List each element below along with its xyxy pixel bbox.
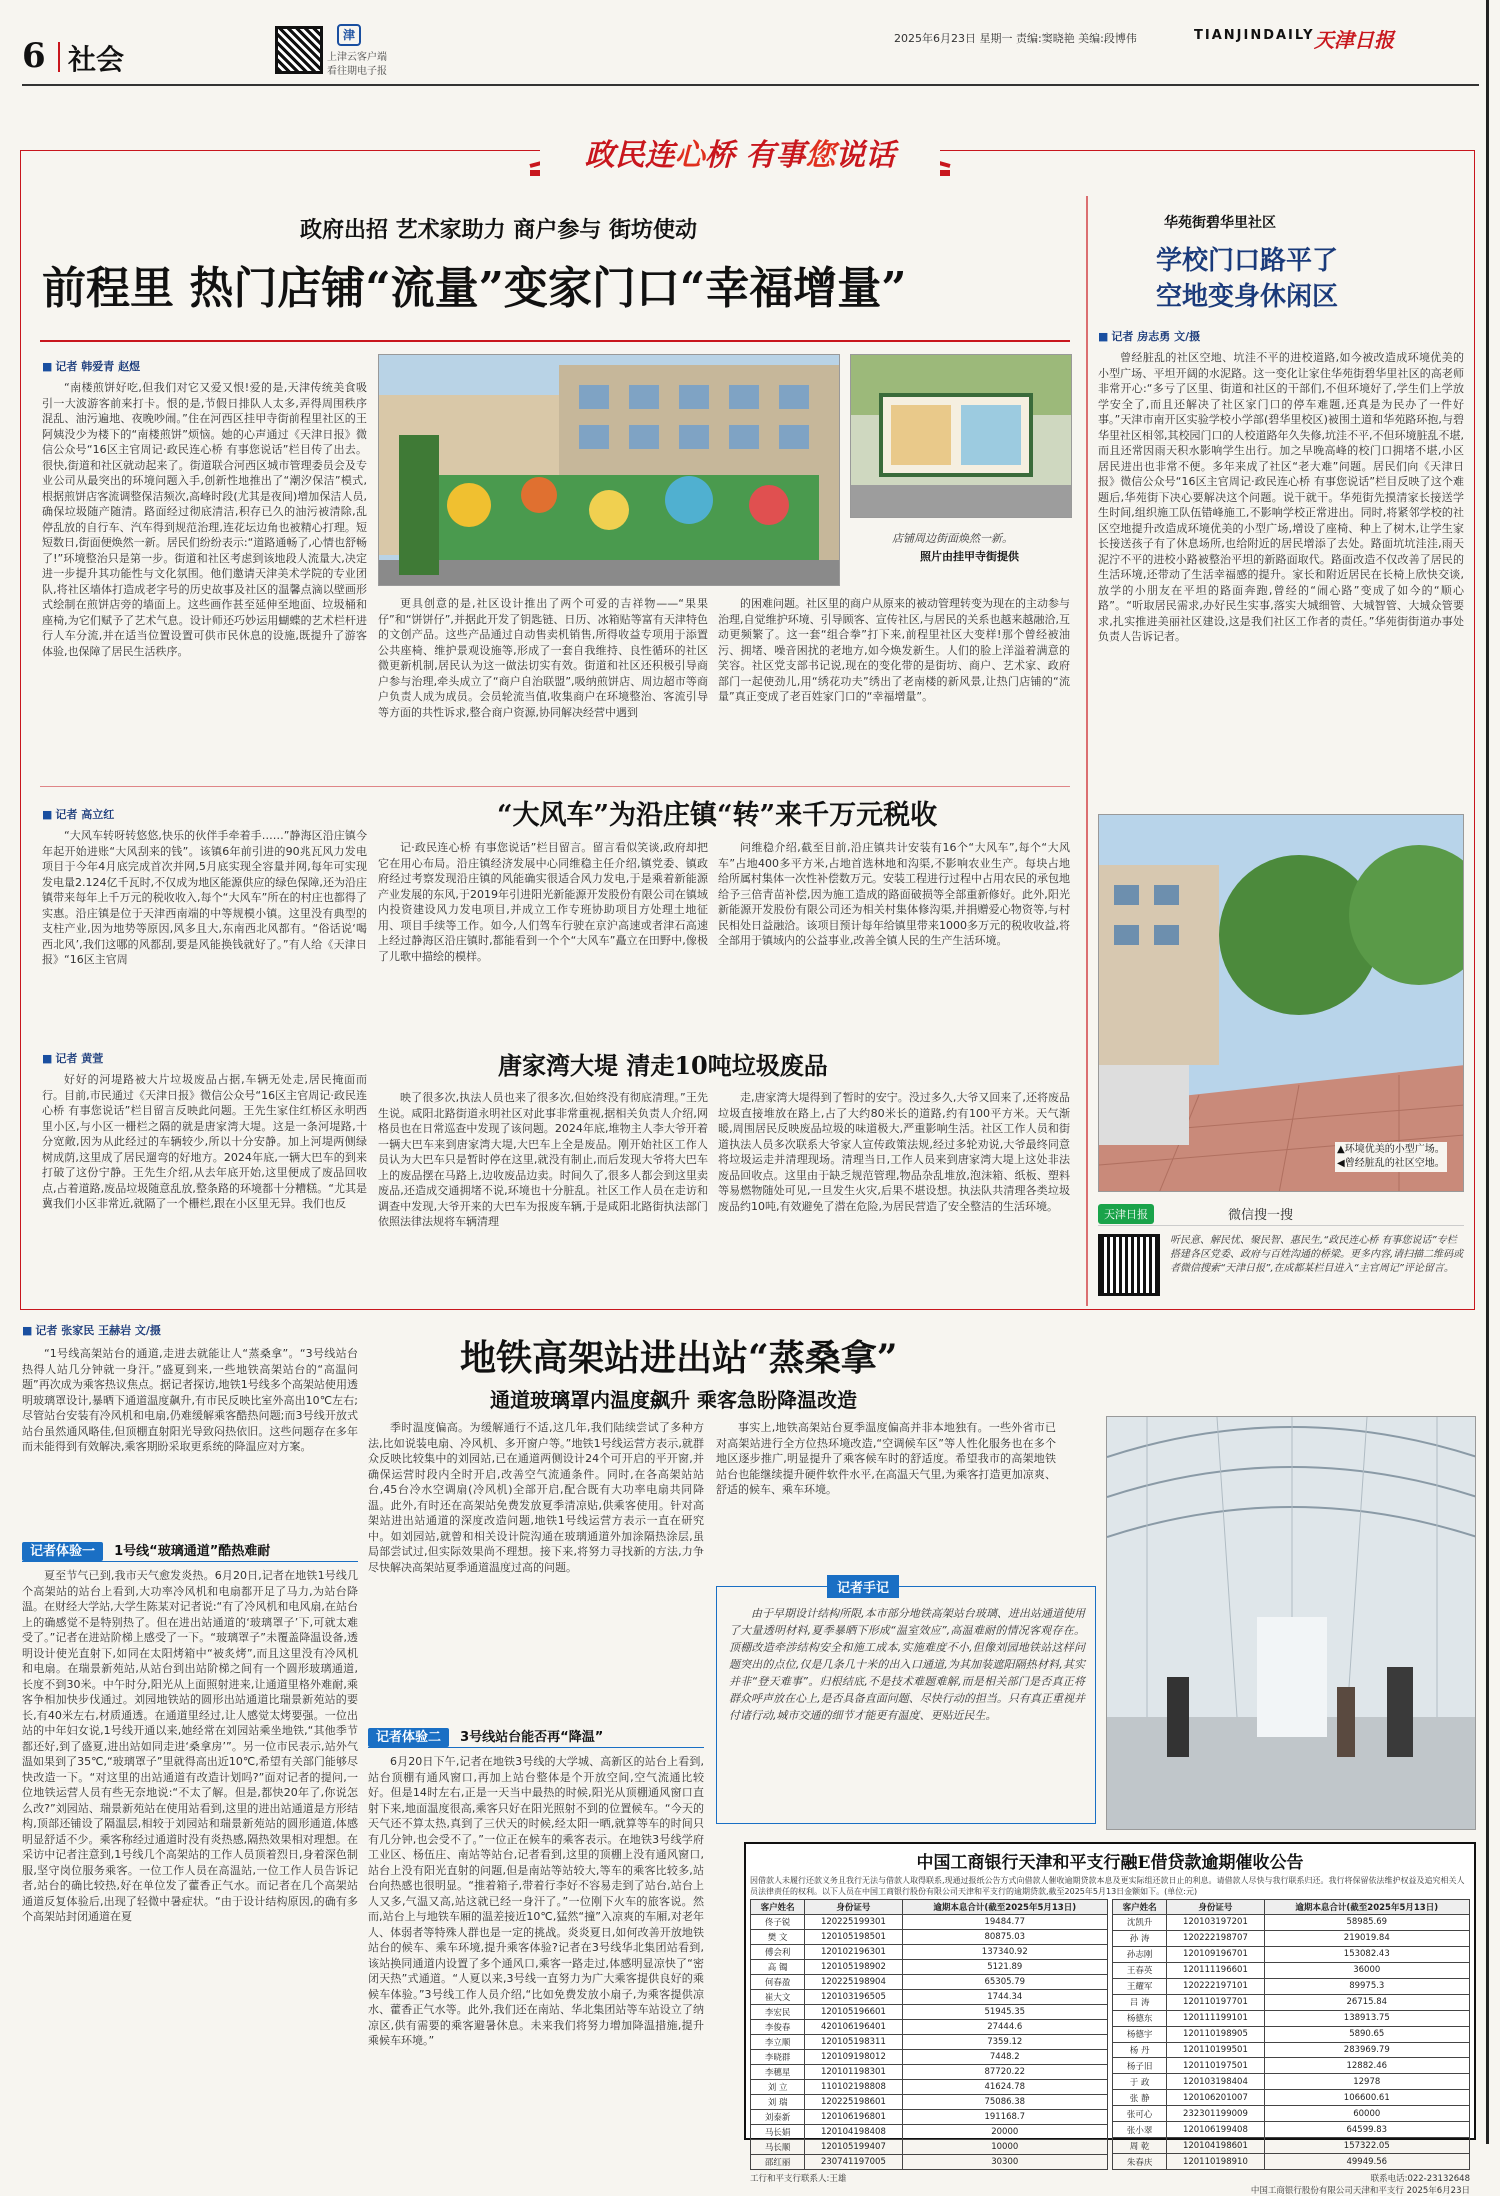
story2-text: 曾经脏乱的社区空地、坑洼不平的进校道路,如今被改造成环境优美的小型广场、平坦开阔的水泥路。这一变化让家住华苑街碧华里社区的高老师非常开心:“多亏了区里、街道和社区的干部们,不但环境好了,学生们上学放学安全了,而且还解决了社区家门口的停车难题,还真是为民办了一件好事。”天津市南开区实验学校小学部(碧华里校区)被围土道和华苑路环抱,与碧华里社区相邻,其校园门口的人校道路年久失修,坑洼不平,不但环境脏乱不堪,而且还常因雨天积水影响学生出行。加之早晚高峰的校门口拥堵不堪,小区居民进出也非常不便。多年来成了社区“老大难”问题。居民们向《天津日报》微信公众号“16区主官周记·政民连心桥 有事您说话”栏目反映了这个难题后,华苑街下决心要解决这个问题。说干就干。华苑街先摸清家长接送学生时间,组织施工队伍错峰施工,不影响学校正常进出。同时,将紧邻学校的社区空地提升改造成环境优美的小型广场,增设了座椅、种上了树木,让学生家长接送孩子有了休息场所,也给附近的居民增添了去处。路面坑坑洼洼,雨天泥泞不平的进校小路被整治平坦的新路面取代。路面改造不仅改善了居民的生活环境,还带动了生活幸福感的提升。家长和附近居民在长椅上欣快交谈,放学的小朋友在平坦的路面奔跑,曾经的“闹心路”变成了如今的“顺心路”。“听取居民需求,办好民生实事,落实大城细管、大城智管、大城众管要求,扎实推进美丽社区建设,这是我们社区工作者的责任。”华苑街街道办事处负责人告诉记者。 [1098,351,1464,643]
story1-col3: 的困难问题。社区里的商户从原来的被动管理转变为现在的主动参与治理,自觉维护环境、引导顾客、宣传社区,与居民的关系也越来越融洽,互动更频繁了。这一套“组合拳”打下来,前程里社区大变样!那个曾经被油污、拥堵、噪音困扰的老地方,如今焕发新生。人们的脸上洋溢着满意的笑容。社区党支部书记说,现在的变化带的是街坊、商户、艺术家、政府部门一起使劲儿,用“绣花功夫”绣出了老南楼的新风景,让热门店铺的“流量”真正变成了老百姓家门口的“幸福增量”。 [718,597,1070,703]
app-logo-icon: 津 [337,24,361,46]
page-edge [1486,0,1489,2144]
table-row: 刘泰新 120106196801 191168.7 [751,2110,1108,2125]
ad-table-left: 客户姓名 身份证号 逾期本息合计(截至2025年5月13日) 佟子锐 120225199301 19484.77 樊 文 120105198501 80875.03 傅会利 120102196301 137340.92 高 镯 120105198902 5121.89 何春盈 120225198904 65305.79 崔大文 120103196505 1744.34 李宏民 120105196601 51945.35 李俊春 420106196401 27444.6 李立顺 120105198311 7359.12 李晓群 120109198012 7448.2 李穗星 120101198301 87720.22 刘 立 110102198808 41624.78 刘 瑞 120225198601 75086.38 刘泰新 120106196801 191168.7 马长娟 120104198408 20000 马长顺 120105199407 10000 邵红丽 230741197005 30300 [750,1899,1108,2170]
table-row: 王耀军 120222197101 89975.3 [1113,1978,1470,1994]
story5-intro: “1号线高架站台的通道,走进去就能让人“蒸桑拿”。“3号线站台热得人站几分钟就一身汗。”盛夏到来,一些地铁高架站台的“高温问题”再次成为乘客热议焦点。据记者探访,地铁1号线多个高架站使用透明玻璃罩设计,暴晒下通道温度飙升,有市民反映比室外高出10℃左右;尽管站台安装有冷风机和电扇,仍难缓解乘客酷热问题;而3号线开放式站台虽然通风略佳,但顶棚直射阳光导致闷热依旧。这些问题存在多年而未能得到有效解决,乘客期盼采取更系统的降温应对方案。 [22,1347,358,1453]
story5-exp2: 6月20日下午,记者在地铁3号线的大学城、高新区的站台上看到,站台顶棚有通风窗口,再加上站台整体是个开放空间,空气流通比较好。但是14时左右,正是一天当中最热的时候,阳光从顶棚通风窗口直射下来,地面温度很高,乘客只好在阳光照射不到的位置候车。“今天的天气还不算太热,真到了三伏天的时候,经太阳一晒,就算等车的时间只有几分钟,也会受不了。”一位正在候车的乘客表示。在地铁3号线学府工业区、杨伍庄、南站等站台,记者看到,这里的顶棚上没有通风窗口,站台上没有阳光直射的问题,但是南站等站较大,等车的乘客比较多,站台向热感也很明显。“推着箱子,带着行李好不容易走到了站台,站台上人又多,气温又高,站这就已经一身汗了。”一位刚下火车的旅客说。然而,站台上与地铁车厢的温差接近10℃,猛然“撞”入凉爽的车厢,对老年人、体弱者等特殊人群也是一定的挑战。炎炎夏日,如何改善开放地铁站台的候车、乘车环境,提升乘客体验?记者在3号线华北集团站看到,该站换同通道内设置了多个通风口,乘客一路走过,体感明显凉快了“密闭天热”式通道。“人夏以来,3号线一直努力为广大乘客提供良好的乘候车体验。”3号线工作人员介绍,“比如免费发放小扇子,为乘客提供凉水、藿香正气水等。此外,我们还在南站、华北集团站等车站设立了纳凉区,供有需要的乘客避暑休息。未来我们将努力增加降温措施,提升乘候车环境。” [368,1755,704,2047]
experience-2-tag: 记者体验二 [368,1728,449,1747]
story2-small-head: 华苑街碧华里社区 [1164,215,1276,231]
table-row: 杨德东 120111199101 138913.75 [1113,2010,1470,2026]
bank-notice-ad [744,1842,1476,2196]
table-row: 马长顺 120105199407 10000 [751,2140,1108,2155]
story4-col3: 走,唐家湾大堤得到了暂时的安宁。没过多久,大爷又回来了,还将废品垃圾直接堆放在路上,占了大约80米长的道路,约有100平方米。天气渐暖,周围居民反映废品垃圾的味道极大,严重影响生活。社区工作人员和街道执法人员多次联系大爷家人宣传政策法规,经过多轮劝说,大爷最终同意将垃圾运走并清理现场。清理当日,工作人员来到唐家湾大堤上这处非法废品回收点。这里由于缺乏规范管理,物品杂乱堆放,泡沫箱、纸板、塑料等易燃物随处可见,一旦发生火灾,后果不堪设想。执法队共清理各类垃圾废品约10吨,有效避免了潜在危险,为居民营造了安全整洁的生活环境。 [718,1091,1070,1213]
story3-byline: ■ 记者 高立红 [42,806,114,822]
date-line: 2025年6月23日 星期一 责编:窦晓艳 美编:段博伟 [894,32,1137,45]
story4-col2: 映了很多次,执法人员也来了很多次,但始终没有彻底清理。”王先生说。咸阳北路街道永明社区对此事非常重视,据相关负责人介绍,网格员也在日常巡查中发现了该问题。2024年底,堆物主人李大爷开着一辆大巴车来到唐家湾大堤,大巴车上全是废品。刚开始社区工作人员认为大巴车只是暂时停在这里,就没有制止,而后发现大爷将大巴车上的废品摆在马路上,边收废品边卖。时间久了,很多人都会到这里卖废品,还造成交通拥堵不说,环境也十分脏乱。社区工作人员在走访和调查中发现,大爷开来的大巴车为报废车辆,于是咸阳北路街执法部门依照法律法规将车辆清理 [378,1091,708,1228]
story3-headline[interactable]: “大风车”为沿庄镇“转”来千万元税收 [497,800,938,831]
street-mural-photo [378,354,840,586]
column-divider [1086,196,1088,1306]
ad-table-right: 客户姓名 身份证号 逾期本息合计(截至2025年5月13日) 沈凯升 120103197201 58985.69 孙 涛 120222198707 219019.84 孙志刚 120109196701 153082.43 王春英 120111196601 36000 王耀军 120222197101 89975.3 吕 涛 120110197701 26715.84 杨德东 120111199101 138913.75 杨德宇 120110198905 5890.65 杨 丹 120110199501 283969.79 杨子旧 120110197501 12882.46 于 政 120103198404 12978 张 静 120106201007 106600.61 张可心 232301199009 60000 张小翠 120106199408 64599.83 周 乾 120104198601 157322.05 朱春庆 120110198910 49949.56 [1112,1899,1470,2170]
table-row: 佟子锐 120225199301 19484.77 [751,1915,1108,1930]
story4-byline: ■ 记者 黄萱 [42,1050,103,1066]
plaza-photo [1098,814,1464,1192]
story4-headline[interactable]: 唐家湾大堤 清走10吨垃圾废品 [498,1051,828,1080]
app-line1: 上津云客户端 [327,52,387,63]
table-row: 吕 涛 120110197701 26715.84 [1113,1994,1470,2010]
table-row: 张 静 120106201007 106600.61 [1113,2090,1470,2106]
story1-headline[interactable]: 前程里 热门店铺“流量”变家门口“幸福增量” [42,263,907,314]
station-photo [1106,1416,1476,1830]
table-row: 刘 立 110102198808 41624.78 [751,2080,1108,2095]
ad-intro: 因借款人未履行还款义务且我行无法与借款人取得联系,现通过报纸公告方式向借款人催收逾期贷款本息及更实际组还款日止的利息。请借款人尽快与我行联系归还。我行将保留依法维护权益及追究相关人员法律责任的权利。以下人员在中国工商银行股份有限公司天津和平支行的逾期贷款,截至2025年5月13日金额如下。(单位:元) [750,1876,1465,1896]
table-row: 李宏民 120105196601 51945.35 [751,2005,1108,2020]
story2-headline-1[interactable]: 学校门口路平了 [1156,246,1339,276]
story5-exp1: 夏至节气已到,我市天气愈发炎热。6月20日,记者在地铁1号线几个高架站的站台上看到,大功率冷风机和电扇都开足了马力,为站台降温。在财经大学站,大学生陈某对记者说:“有了冷风机和电风扇,在站台上的确感觉不是特别热了。但在进出站通道的‘玻璃罩子’下,可就太难受了。”记者在进站阶梯上感受了一下。“玻璃罩子”未覆盖降温设备,透明设计使光直射下,如同在太阳烤箱中“被炙烤”,而且这里没有冷风机和电扇。在瑞景新苑站,从站台到出站阶梯之间有一个圆形玻璃通道,长度不到30米。中午时分,阳光从上面照射进来,让通道里格外难耐,乘客争相加快步伐通过。刘园地铁站的圆形出站通道比瑞景新苑站的要长,有40米左右,材质通透。在通道里经过,让人感觉太烤要强。一位出站的中年妇女说,1号线开通以来,她经常在刘园站乘坐地铁,“其他季节都还好,到了盛夏,进出站如同走进‘桑拿房’”。另一位市民表示,站外气温如果到了35℃,“玻璃罩子”里就得高出近10℃,希望有关部门能够尽快改造一下。“对这里的出站通道有改造计划吗?”面对记者的提问,一位地铁运营人员有些无奈地说:“不太了解。但是,都快20年了,你说怎么改?”刘园站、瑞景新苑站在使用站看到,这里的进出站通道是方形结构,顶部还铺设了隔温层,相较于刘园站和瑞景新苑站的圆形通道,体感明显舒适不少。乘客称经过通道时没有炎热感,隔热效果相对理想。在采访中记者注意到,1号线几个高架站的工作人员顶着烈日,身着深色制服,坚守岗位服务乘客。一位工作人员在高温站,一位工作人员告诉记者,站台的确比较热,好在单位发了藿香正气水。而记者在几个高架站通道反复体验后,出现了轻微中暑症状。“由于设计结构原因,的确有多个高架站封闭通道在夏 [22,1569,358,1923]
table-row: 朱春庆 120110198910 49949.56 [1113,2154,1470,2170]
experience-2-title: 3号线站台能否再“降温” [460,1730,604,1745]
table-row: 李立顺 120105198311 7359.12 [751,2035,1108,2050]
table-row: 周 乾 120104198601 157322.05 [1113,2138,1470,2154]
masthead [22,28,1479,90]
section-name: 社会 [68,43,125,76]
table-row: 何春盈 120225198904 65305.79 [751,1975,1108,1990]
banner-text-1: 政民连 [584,138,675,173]
story4-col1: 好好的河堤路被大片垃圾废品占据,车辆无处走,居民掩面而行。目前,市民通过《天津日报》微信公众号“16区主官周记·政民连心桥 有事您说话”栏目留言反映此问题。王先生家住红桥区永明西里小区,与小区一栅栏之隔的就是唐家湾大堤。这是一条河堤路,十分宽敞,因为从此经过的车辆较少,所以十分安静。加上河堤两侧绿树成荫,这里成了居民遛弯的好地方。2024年底,一辆大巴车的到来打破了这份宁静。王先生介绍,从去年底开始,这里便成了废品回收点,占着道路,废品垃圾随意乱放,整条路的环境都十分糟糕。“尤其是冀我们小区非常近,就隔了一个栅栏,跟在小区里无异。我们也反 [42,1073,367,1210]
tianjin-daily-tag[interactable]: 天津日报 [1098,1204,1154,1224]
table-row: 樊 文 120105198501 80875.03 [751,1930,1108,1945]
story2-byline: ■ 记者 房志勇 文/摄 [1098,328,1200,344]
page-number: 6 [22,36,46,76]
table-row: 傅会利 120102196301 137340.92 [751,1945,1108,1960]
table-row: 李晓群 120109198012 7448.2 [751,2050,1108,2065]
experience-1-tag: 记者体验一 [22,1542,103,1561]
photo-caption-2: 照片由挂甲寺街提供 [920,550,1019,563]
photo-caption-1: 店铺周边街面焕然一新。 [892,532,1013,545]
story3-col2: 记·政民连心桥 有事您说话”栏目留言。留言看似笑谈,政府却把它在用心布局。沿庄镇经济发展中心同维稳主任介绍,镇党委、镇政府经过考察发现沿庄镇的风能确实很适合风力发电,于是乘着新能源产业发展的东风,于2019年引进阳光新能源开发股份有限公司在镇域内投资建设风力发电项目,并成立工作专班协助项目方处理土地征用、项目手续等工作。如今,人们驾车行驶在京沪高速或者津石高速上经过静海区沿庄镇时,都能看到一个个“大风车”矗立在田野中,像极了儿歌中描绘的模样。 [378,841,708,963]
banner-text-3: 说话 [835,138,896,173]
qr-promo-box [1098,1200,1464,1300]
qr-code[interactable] [1098,1234,1160,1296]
table-row: 刘 瑞 120225198601 75086.38 [751,2095,1108,2110]
story5-col3: 事实上,地铁高架站台夏季温度偏高并非本地独有。一些外省市已对高架站进行全方位热环境改造,“空调候车区”等人性化服务也在多个地区逐步推广,明显提升了乘客候车时的舒适度。希望我市的高架地铁站台也能继续提升硬件软件水平,在高温天气里,为乘客打造更加凉爽、舒适的候车、乘车环境。 [716,1421,1056,1496]
story5-subhead: 通道玻璃罩内温度飙升 乘客急盼降温改造 [490,1388,857,1412]
column-banner [520,116,960,182]
ad-footer-2: 中国工商银行股份有限公司天津和平支行 2025年6月23日 [1250,2186,1470,2196]
wechat-search[interactable]: 微信搜一搜 [1228,1208,1294,1223]
table-row: 杨德宇 120110198905 5890.65 [1113,2026,1470,2042]
banner-heart: 心 [674,138,705,173]
table-row: 邵红丽 230741197005 30300 [751,2155,1108,2170]
banner-heart-2: 您 [805,138,836,173]
table-row: 崔大文 120103196505 1744.34 [751,1990,1108,2005]
story1-col2: 更具创意的是,社区设计推出了两个可爱的吉祥物——“果果仔”和“饼饼仔”,并据此开发了钥匙链、日历、冰箱贴等富有天津特色的文创产品。这些产品通过自动售卖机销售,所得收益专项用于添置公共座椅、维护景观设施等,形成了一套自我维持、良性循环的社区微更新机制,居民认为这一做法切实有效。街道和社区还积极引导商户参与治理,牵头成立了“商户自治联盟”,吸纳煎饼店、周边超市等商户负责人成为成员。会员轮流当值,收集商户在环境整治、客流引导等方面的共性诉求,整合商户资源,协同解决经营中遇到 [378,597,708,719]
table-row: 孙 涛 120222198707 219019.84 [1113,1930,1470,1946]
table-row: 王春英 120111196601 36000 [1113,1962,1470,1978]
divider [58,42,60,72]
plaza-caption: ▲环境优美的小型广场。 ◀曾经脏乱的社区空地。 [1335,1142,1447,1172]
table-row: 高 镯 120105198902 5121.89 [751,1960,1108,1975]
table-row: 杨子旧 120110197501 12882.46 [1113,2058,1470,2074]
table-row: 张小翠 120106199408 64599.83 [1113,2122,1470,2138]
cn-masthead-logo: 天津日报 [1314,28,1394,52]
reporter-note-box [716,1581,1096,1824]
table-row: 于 政 120103198404 12978 [1113,2074,1470,2090]
story1-col1: “南楼煎饼好吃,但我们对它又爱又恨!爱的是,天津传统美食吸引一大波游客前来打卡。恨的是,节假日排队人太多,弄得周围秩序混乱、油污遍地、夜晚吵闹。”住在河西区挂甲寺街前程里社区的王阿姨没少为楼下的“南楼煎饼”烦恼。她的心声通过《天津日报》微信公众号“16区主官周记·政民连心桥 有事您说话”栏目传了出去。很快,街道和社区就动起来了。街道联合河西区城市管理委员会及专业公司从最突出的环境问题入手,创新性地推出了“潮汐保洁”模式,根据煎饼店客流调整保洁频次,高峰时段(尤其是夜间)增加保洁人员,确保垃圾随产随清。路面经过彻底清洁,积存已久的油污被清除,乱停乱放的自行车、汽车得到规范治理,连花坛边角也被精心打理。短短数日,街面便焕然一新。居民们纷纷表示:“道路通畅了,心情也舒畅了!”环境整治只是第一步。街道和社区考虑到该地段人流量大,决定进一步提升其功能性与文化氛围。他们邀请天津美术学院的专业团队,将社区墙体打造成老字号的历史故事及社区的温馨点滴以壁画形式绘制在煎饼店旁的墙面上。这些画作甚至延伸至地面、垃圾桶和座椅,为它们赋予了艺术气息。设计师还巧妙运用蝴蝶的艺术栏杆进行人车分流,并在适当位置设置可供市民休息的设施,既提升了游客体验,也保障了居民生活秩序。 [42,381,367,658]
table-row: 李穗星 120101198301 87720.22 [751,2065,1108,2080]
table-row: 张可心 232301199009 60000 [1113,2106,1470,2122]
qr-promo-text: 听民意、解民忧、聚民智、惠民生,“政民连心桥 有事您说话”专栏搭建各区党委、政府与百姓沟通的桥梁。更多内容,请扫描二维码或者微信搜索“天津日报”,在成都某栏目进入“主官周记”评论留言。 [1170,1235,1464,1274]
story5-headline[interactable]: 地铁高架站进出站“蒸桑拿” [460,1337,898,1379]
experience-1-title: 1号线“玻璃通道”酷热难耐 [114,1544,271,1559]
table-row: 孙志刚 120109196701 153082.43 [1113,1946,1470,1962]
story3-col3: 问维稳介绍,截至目前,沿庄镇共计安装有16个“大风车”,每个“大风车”占地400多平方米,占地首选林地和沟渠,不影响农业生产。每块占地给所属村集体一次性补偿数万元。安装工程进行过程中占用农民的承包地给予三倍青苗补偿,因为施工造成的路面破损等全部重新修好。此外,阳光新能源开发股份有限公司还为相关村集体修沟渠,并捐赠爱心物资等,与村民相处日益融洽。该项目预计每年给镇里带来1000多万元的税收收益,将全部用于镇域内的公益事业,改善全镇人民的生产生活环境。 [718,841,1070,947]
ad-title: 中国工商银行天津和平支行融E借贷款逾期催收公告 [916,1853,1304,1873]
reporter-note-tag: 记者手记 [827,1575,899,1598]
experience-1-header [22,1540,358,1562]
story5-byline: ■ 记者 张家民 王赫岩 文/摄 [22,1322,161,1338]
table-row: 沈凯升 120103197201 58985.69 [1113,1915,1470,1931]
story1-byline: ■ 记者 韩爱青 赵煜 [42,358,140,374]
story1-rule [40,340,1070,342]
table-row: 杨 丹 120110199501 283969.79 [1113,2042,1470,2058]
story3-col1: “大风车转呀转悠悠,快乐的伙伴手牵着手……”静海区沿庄镇今年起开始进账“大风刮来的钱”。该镇6年前引进的90兆瓦风力发电项目于今年4月底完成首次并网,5月底实现全容量并网,每年可实现发电量2.124亿千瓦时,不仅成为地区能源供应的绿色保障,还为沿庄镇带来每年上千万元的税收收入,每个“大风车”所在的村庄也都得了实惠。沿庄镇是位于天津西南端的中等规模小镇。这里没有典型的支柱产业,因为地势等原因,风多且大,东南西北风都有。“俗话说‘喝西北风’,我们这哪的风都刮,要是风能换钱就好了。”有人给《天津日报》“16区主官周 [42,829,367,966]
story1-kicker: 政府出招 艺术家助力 商户参与 街坊使动 [300,217,697,243]
experience-2-header [368,1726,704,1748]
table-row: 马长娟 120104198408 20000 [751,2125,1108,2140]
story2-headline-2[interactable]: 空地变身休闲区 [1156,282,1339,312]
en-masthead: TIANJINDAILY [1194,28,1315,43]
story3-rule [40,786,1070,787]
story5-col2: 季时温度偏高。为缓解通行不适,这几年,我们陆续尝试了多种方法,比如说装电扇、冷风机、多开窗户等。”地铁1号线运营方表示,就群众反映比较集中的刘园站,已在通道两侧设计24个可开启的平开窗,并确保运营时段内全时开启,改善空气流通条件。同时,在各高架站站台,45台冷水空调扇(冷风机)全部开启,配合既有大功率电扇共同降温。此外,有时还在高架站免费发放夏季清凉贴,供乘客使用。针对高架站进出站通道的深度改造问题,地铁1号线运营方表示一直在研究中。如刘园站,就曾和相关设计院沟通在玻璃通道外加涂隔热涂层,虽局部尝试过,但实际效果尚不理想。接下来,将努力寻找新的方法,力争尽快解决高架站夏季通道温度过高的问题。 [368,1421,704,1574]
app-line2: 看往期电子报 [327,66,387,77]
header-rule [22,84,1479,86]
banner-text-2: 桥 有事 [704,138,806,173]
qr-code[interactable] [275,26,323,74]
ad-footer: 工行和平支行联系人:王雄 联系电话:022-23132648 [750,2174,1470,2184]
street-board-photo [850,354,1072,518]
table-row: 李俊春 420106196401 27444.6 [751,2020,1108,2035]
reporter-note-text: 由于早期设计结构所限,本市部分地铁高架站台玻璃、进出站通道使用了大量透明材料,夏季暴晒下形成“温室效应”,高温难耐的情况客观存在。顶棚改造牵涉结构安全和施工成本,实施难度不小,但像刘园地铁站这样问题突出的点位,仅是几条几十米的出入口通道,为其加装遮阳隔热材料,其实并非“登天难事”。归根结底,不是技术难题难解,而是相关部门是否真正将群众呼声放在心上,是否具备直面问题、尽快行动的担当。只有真正重视并付诸行动,城市交通的细节才能更有温度、更贴近民生。 [729,1607,1085,1722]
